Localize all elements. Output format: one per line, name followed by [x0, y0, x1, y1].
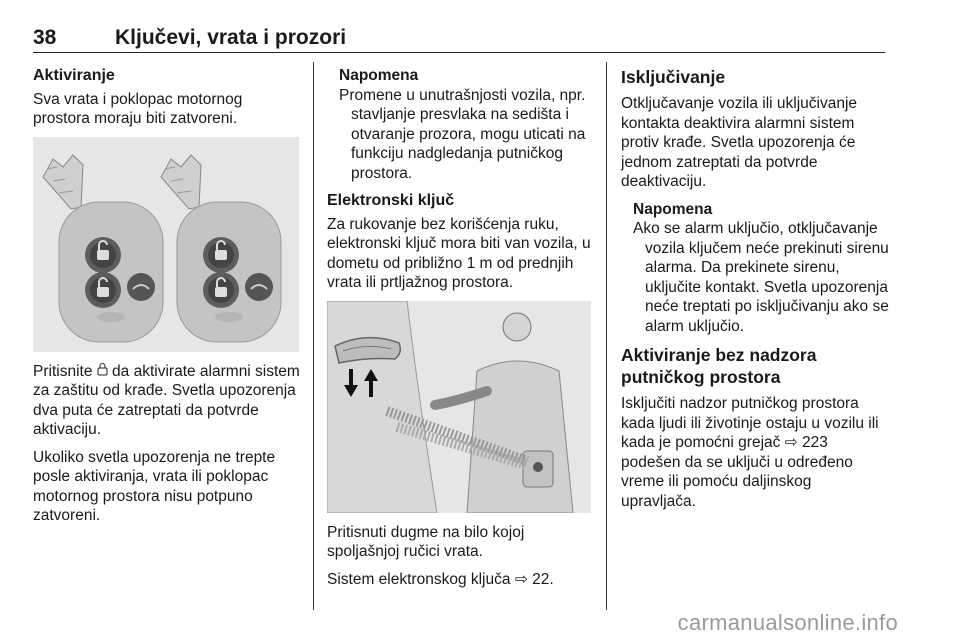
paragraph: Pritisnite da aktivirate alarmni sistem za zaštitu od krađe. Svetla upozorenja dva puta će zatreptati da potvrde aktivaciju. — [33, 362, 300, 438]
running-title: Ključevi, vrata i prozori — [115, 26, 347, 49]
door-handle-illustration — [327, 301, 591, 513]
note-box — [327, 66, 597, 183]
column-divider — [313, 62, 314, 610]
page-number: 38 — [33, 26, 57, 49]
paragraph: Pritisnuti dugme na bilo kojoj spoljašnjoj ručici vrata. — [327, 523, 525, 560]
paragraph: Za rukovanje bez korišćenja ruku, elektronski ključ mora biti van vozila, u dometu od približno 1 m od prednjih vrata ili prtljažnog prostora. — [327, 215, 591, 291]
note-text: Ako se alarm uključio, otključavanje vozila ključem neće prekinuti sirenu alarma. Da prekinete sirenu, uključite kontakt. Svetla upozorenja neće treptati po isključivanju ako se alarm uključio. — [633, 220, 889, 335]
paragraph: Ukoliko svetla upozorenja ne trepte posle aktiviranja, vrata ili poklopac motornog prostora nisu potpuno zatvoreni. — [33, 448, 276, 524]
watermark: carmanualsonline.info — [677, 610, 898, 635]
lock-button-icon — [97, 362, 108, 376]
sub-heading: Elektronski ključ — [327, 192, 455, 209]
note-title: Napomena — [633, 200, 713, 218]
column-2 — [327, 66, 597, 597]
section-heading: Aktiviranje — [33, 67, 115, 84]
page-reference[interactable]: 22. — [532, 570, 554, 588]
page-ref-arrow-icon: ⇨ — [514, 570, 528, 588]
section-heading: Aktiviranje bez nadzora putničkog prostora — [621, 345, 817, 387]
page-header — [33, 26, 885, 52]
paragraph: Isključiti nadzor putničkog prostora kada ljudi ili životinje ostaju u vozilu ili kada je pomoćni grejač ⇨ 223 podešen da se uključi u određeno vreme ili pomoću daljinskog upravljača. — [621, 395, 879, 510]
note-box — [621, 200, 889, 337]
page-ref-arrow-icon: ⇨ — [784, 434, 798, 451]
paragraph: Sva vrata i poklopac motornog prostora moraju biti zatvoreni. — [33, 90, 243, 127]
column-3 — [621, 66, 889, 519]
paragraph: Otključavanje vozila ili uključivanje kontakta deaktivira alarmni sistem protiv krađe. Svetla upozorenja će jednom zatreptati da potvrde deaktivaciju. — [621, 95, 858, 190]
key-fob-illustration — [33, 137, 299, 352]
column-1 — [33, 66, 301, 534]
header-rule — [33, 52, 885, 53]
column-divider — [606, 62, 607, 610]
section-heading: Isključivanje — [621, 67, 726, 87]
note-title: Napomena — [339, 67, 419, 84]
paragraph: Sistem elektronskog ključa ⇨ 22. — [327, 570, 554, 588]
page-reference[interactable]: 223 — [802, 434, 828, 451]
note-text: Promene u unutrašnjosti vozila, npr. stavljanje presvlaka na sedišta i otvaranje prozora, mogu uticati na funkciju nadgledanja putničkog prostora. — [339, 86, 586, 182]
